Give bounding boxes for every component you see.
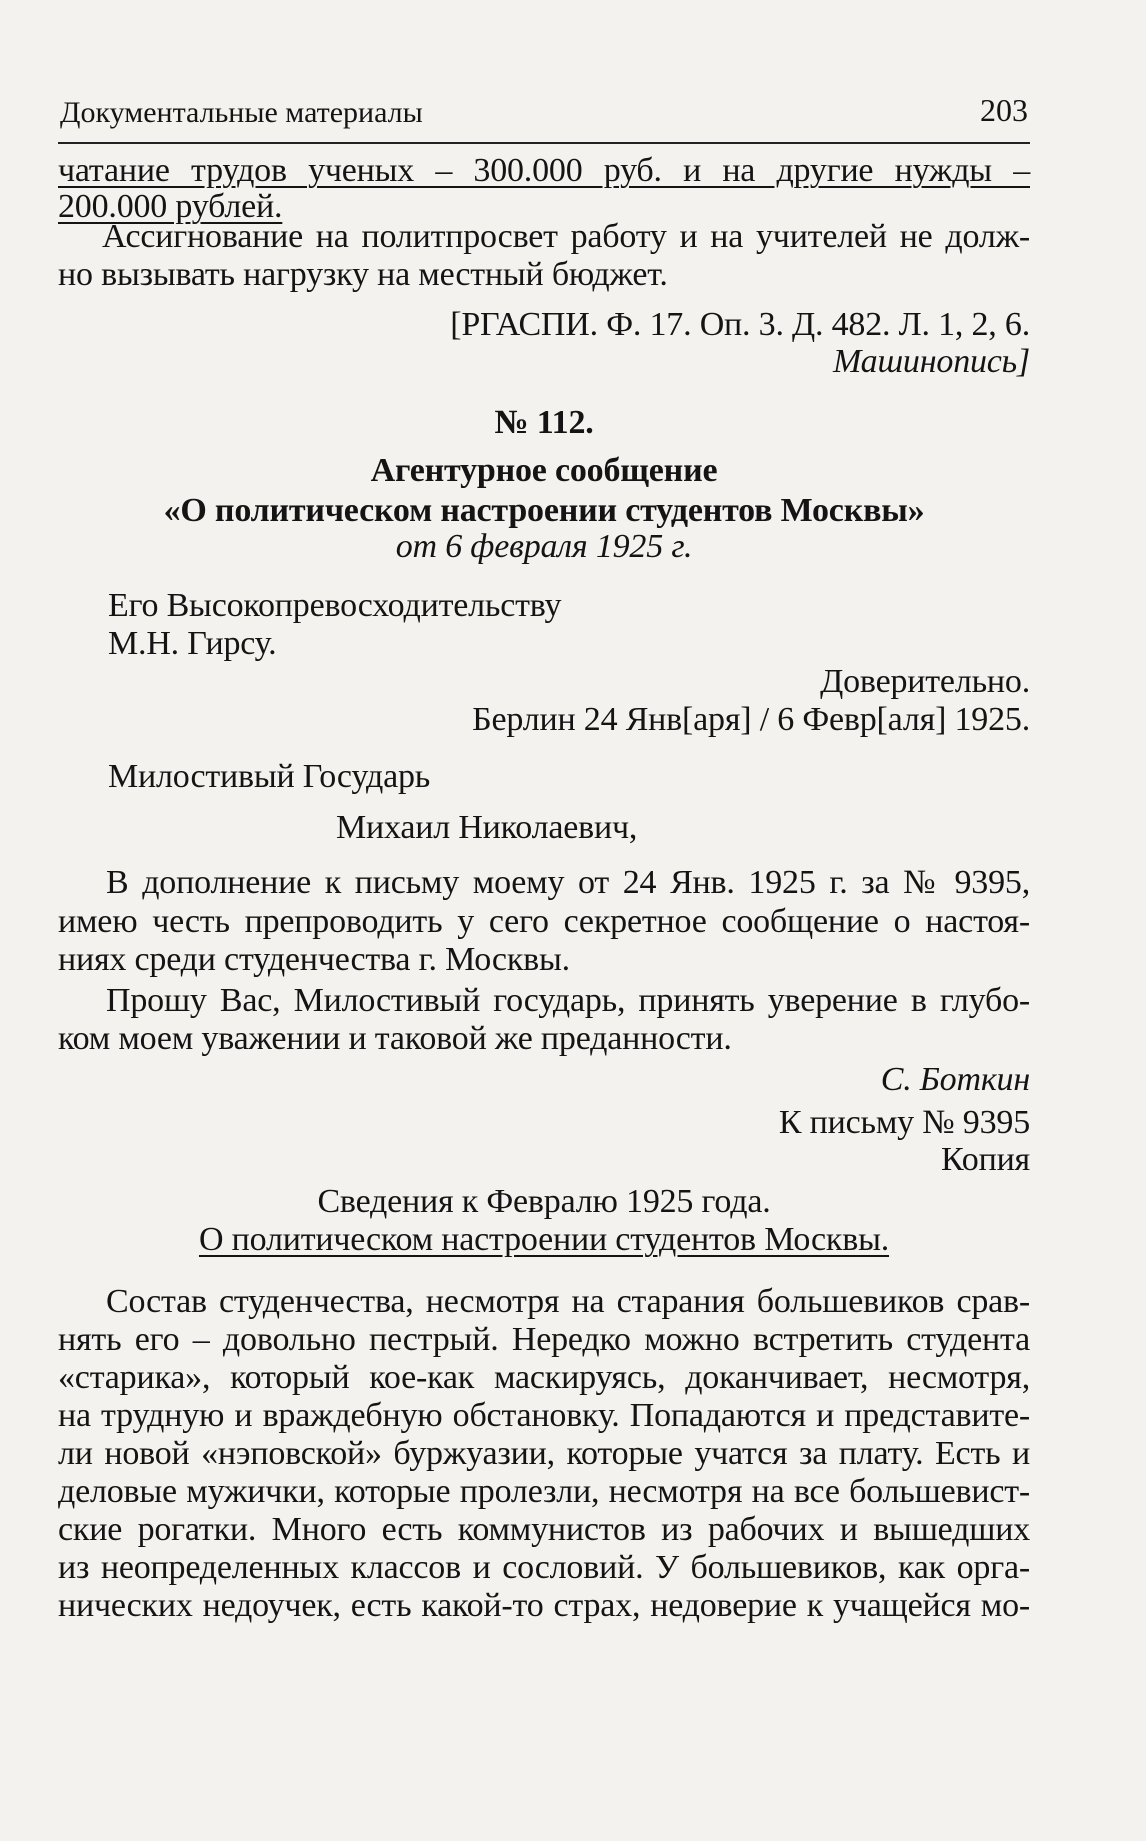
report-line: нять его – довольно пестрый. Нередко можно встретить студента xyxy=(58,1321,1030,1358)
report-line: на трудную и враждебную обстановку. Попадаются и представите- xyxy=(58,1397,1030,1434)
letter-paragraph-line: ниях среди студенчества г. Москвы. xyxy=(58,941,570,978)
report-line: из неопределенных классов и сословий. У большевиков, как орга- xyxy=(58,1549,1030,1586)
letter-paragraph-line: имею честь препроводить у сего секретное сообщение о настоя- xyxy=(58,903,1030,940)
enclosure-reference: К письму № 9395 xyxy=(778,1104,1030,1141)
report-subheading xyxy=(58,1220,1030,1260)
document-number: № 112. xyxy=(494,404,594,441)
report-subheading-text: О политическом настроении студентов Москвы. xyxy=(198,1221,890,1258)
continuation-line: 200.000 рублей. xyxy=(58,188,283,225)
report-line: нических недоучек, есть какой-то страх, недоверие к учащейся мо- xyxy=(58,1587,1030,1624)
continuation-line: Ассигнование на политпросвет работу и на учителей не долж- xyxy=(102,218,1030,255)
report-line: «старика», который кое-как маскируясь, доканчивает, несмотря, xyxy=(58,1359,1030,1396)
archive-reference: [РГАСПИ. Ф. 17. Оп. 3. Д. 482. Л. 1, 2, 6. xyxy=(450,306,1030,343)
page-number: 203 xyxy=(980,92,1028,128)
document-subtitle: «О политическом настроении студентов Москвы» xyxy=(163,492,925,529)
confidential-mark: Доверительно. xyxy=(820,663,1030,700)
report-line: ли новой «нэповской» буржуазии, которые учатся за плату. Есть и xyxy=(58,1435,1030,1472)
archive-reference-type: Машинопись] xyxy=(833,343,1030,380)
section-title: Документальные материалы xyxy=(60,96,423,129)
signature: С. Боткин xyxy=(880,1061,1030,1098)
continuation-line: но вызывать нагрузку на местный бюджет. xyxy=(58,256,668,293)
continuation-line: чатание трудов ученых – 300.000 руб. и на другие нужды – xyxy=(58,152,1030,189)
document-date: от 6 февраля 1925 г. xyxy=(395,528,693,565)
report-line: деловые мужички, которые пролезли, несмотря на все большевист- xyxy=(58,1473,1030,1510)
report-line: Состав студенчества, несмотря на старания большевиков срав- xyxy=(106,1283,1030,1320)
document-title: Агентурное сообщение xyxy=(370,452,718,489)
letter-paragraph-line: ком моем уважении и таковой же преданности. xyxy=(58,1020,732,1057)
addressee-name: М.Н. Гирсу. xyxy=(108,625,277,662)
letter-paragraph-line: Прошу Вас, Милостивый государь, принять уверение в глубо- xyxy=(106,982,1030,1019)
running-header xyxy=(58,92,1030,144)
copy-mark: Копия xyxy=(940,1141,1030,1178)
salutation-name: Михаил Николаевич, xyxy=(336,809,638,846)
letter-paragraph-line: В дополнение к письму моему от 24 Янв. 1925 г. за № 9395, xyxy=(106,864,1030,901)
report-heading: Сведения к Февралю 1925 года. xyxy=(317,1183,771,1220)
addressee: Его Высокопревосходительству xyxy=(108,587,562,624)
report-line: ские рогатки. Много есть коммунистов из рабочих и вышедших xyxy=(58,1511,1030,1548)
place-and-date: Берлин 24 Янв[аря] / 6 Февр[аля] 1925. xyxy=(472,701,1030,738)
salutation: Милостивый Государь xyxy=(108,758,431,795)
